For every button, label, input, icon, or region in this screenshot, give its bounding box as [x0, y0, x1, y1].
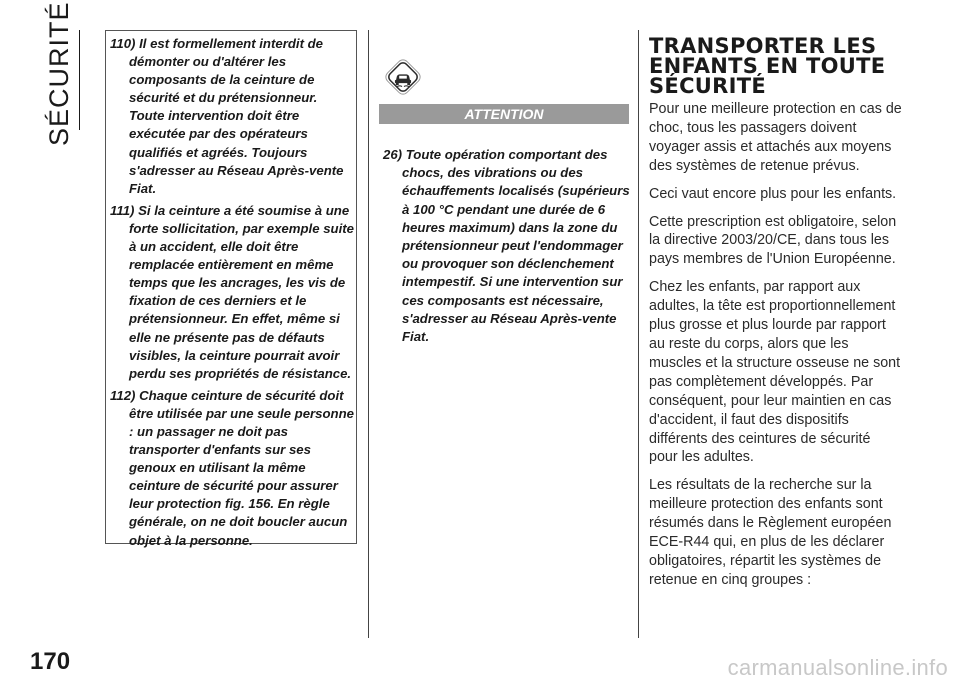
paragraph: Cette prescription est obligatoire, selon la directive 2003/20/CE, dans tous les pays membres de l'Union Européenne.: [649, 213, 897, 268]
note-112: 112) Chaque ceinture de sécurité doit être utilisée par une seule personne : un passager ne doit pas transporter d'enfants sur ses genoux en utilisant la même ceinture de sécurité pour assurer leur protection fig. 156. En règle générale, on ne doit boucler aucun objet à la personne.: [110, 387, 354, 548]
column-divider-2: [638, 30, 639, 638]
paragraph: Ceci vaut encore plus pour les enfants.: [649, 185, 897, 202]
paragraph: Chez les enfants, par rapport aux adultes, la tête est proportionnellement plus grosse et plus lourde par rapport au reste du corps, alors que les muscles et la structure osseuse ne sont pas complètement développés. Par conséquent, pour leur maintien en cas d'accident, il faut des dispositifs différents des ceintures de sécurité pour les adultes.: [649, 279, 901, 466]
section-side-title: SÉCURITÉ: [44, 1, 74, 146]
warning-note-26: 26) Toute opération comportant des chocs, des vibrations ou des échauffements localisés (supérieurs à 100 °C pendant une durée de 6 heures maximum) dans la zone du prétensionneur peut l'endommager ou provoquer son déclenchement intempestif. Si une intervention sur ces composants est nécessaire, s'adresser au Réseau Après-vente Fiat.: [383, 147, 630, 345]
car-warning-icon: [384, 58, 422, 96]
note-110: 110) Il est formellement interdit de démonter ou d'altérer les composants de la ceinture de sécurité et du prétensionneur. Toute intervention doit être exécutée par des opérateurs qualifiés et agréés. Toujours s'adresser au Réseau Après-vente Fiat.: [110, 36, 344, 196]
watermark: carmanualsonline.info: [727, 655, 948, 680]
section-body: [649, 100, 903, 599]
column-divider-1: [368, 30, 369, 638]
note-111: 111) Si la ceinture a été soumise à une forte sollicitation, par exemple suite à un accident, elle doit être remplacée entièrement en même temps que les ancrages, les vis de fixation de ces derniers et le prétensionneur. En effet, même si elle ne présente pas de défauts visibles, la ceinture pourrait avoir perdu ses propriétés de résistance.: [110, 202, 354, 381]
attention-banner: ATTENTION: [379, 104, 629, 124]
notes-list: [110, 35, 354, 554]
page-number: 170: [30, 648, 71, 675]
notes-box: [105, 30, 357, 548]
paragraph: Les résultats de la recherche sur la meilleure protection des enfants sont résumés dans le Règlement européen ECE-R44 qui, en plus de les déclarer obligatoires, répartit les systèmes de retenue en cinq groupes :: [649, 477, 892, 588]
section-heading: TRANSPORTER LES ENFANTS EN TOUTE SÉCURITÉ: [649, 34, 886, 98]
paragraph: Pour une meilleure protection en cas de choc, tous les passagers doivent voyager assis et attachés aux moyens des systèmes de retenue prévus.: [649, 101, 902, 174]
side-divider: [79, 30, 80, 130]
